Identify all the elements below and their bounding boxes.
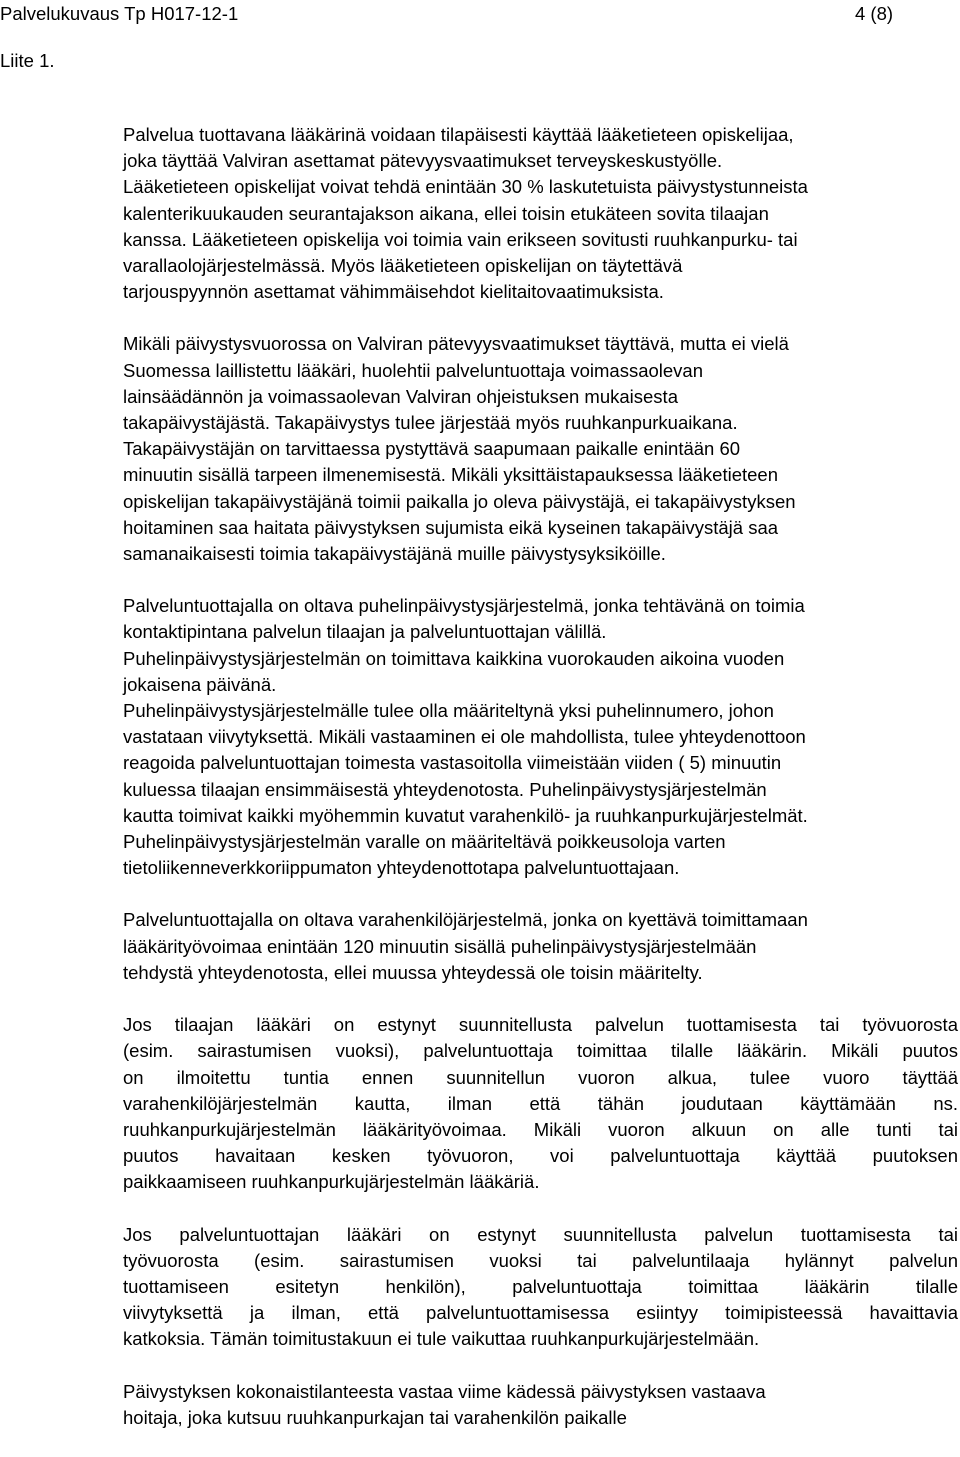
appendix-label: Liite 1. [0,50,55,71]
text-line: Palvelua tuottavana lääkärinä voidaan tilapäisesti käyttää lääketieteen opiskelijaa, [123,124,794,145]
text-line: tietoliikenneverkkoriippumaton yhteydenottotapa palveluntuottajaan. [123,857,680,879]
text-line: jokaisena päivänä. [123,673,277,695]
text-line: tuottamiseen esitetyn henkilön), palveluntuottaja toimittaa lääkärin tilalle [123,1275,958,1297]
text-line: Jos tilaajan lääkäri on estynyt suunnitellusta palvelun tuottamisesta tai työvuorosta [123,1014,958,1036]
text-line: Suomessa laillistettu lääkäri, huolehtii palveluntuottaja voimassaolevan [123,359,703,381]
text-line: puutos havaitaan kesken työvuoron, voi palveluntuottaja käyttää puutoksen [123,1145,958,1167]
text-line: Mikäli päivystysvuorossa on Valviran pätevyysvaatimukset täyttävä, mutta ei vielä [123,333,789,355]
text-line: viivytyksettä ja ilman, että palveluntuottamisessa esiintyy toimipisteessä havaittavia [123,1302,958,1324]
paragraph [123,593,958,881]
text-line: hoitaminen saa haitata päivystyksen sujumista eikä kyseinen takapäivystäjä saa [123,516,779,538]
text-line: Palveluntuottajalla on oltava varahenkilöjärjestelmä, jonka on kyettävä toimittamaan [123,909,808,931]
text-line: vastataan viivytyksettä. Mikäli vastaaminen ei ole mahdollista, tulee yhteydenottoon [123,726,806,748]
text-line: takapäivystäjästä. Takapäivystys tulee järjestää myös ruuhkanpurkuaikana. [123,412,738,434]
text-line: varallaolojärjestelmässä. Myös lääketieteen opiskelijan on täytettävä [123,255,683,277]
paragraph [123,1222,958,1353]
page-number: 4 (8) [855,3,894,24]
text-line: katkoksia. Tämän toimitustakuun ei tule vaikuttaa ruuhkanpurkujärjestelmään. [123,1328,760,1350]
document-title: Palvelukuvaus Tp H017-12-1 [0,3,239,24]
paragraph [123,331,958,567]
paragraph [123,122,958,305]
text-line: Päivystyksen kokonaistilanteesta vastaa viime kädessä päivystyksen vastaava [123,1380,766,1402]
text-line: hoitaja, joka kutsuu ruuhkanpurkajan tai varahenkilön paikalle [123,1406,627,1428]
text-line: lääkärityövoimaa enintään 120 minuutin sisällä puhelinpäivystysjärjestelmään [123,935,757,957]
text-line: lainsäädännön ja voimassaolevan Valviran ohjeistuksen mukaisesta [123,385,678,407]
text-line: tarjouspyynnön asettamat vähimmäisehdot kielitaitovaatimuksista. [123,281,664,303]
text-line: kalenterikuukauden seurantajakson aikana, ellei toisin etukäteen sovita tilaajan [123,202,769,224]
text-line: kanssa. Lääketieteen opiskelija voi toimia vain erikseen sovitusti ruuhkanpurku- tai [123,228,798,250]
text-line: tehdystä yhteydenotosta, ellei muussa yhteydessä ole toisin määritelty. [123,961,703,983]
text-line: ruuhkanpurkujärjestelmän lääkärityövoimaa. Mikäli vuoron alkuun on alle tunti tai [123,1118,958,1140]
text-line: Palveluntuottajalla on oltava puhelinpäivystysjärjestelmä, jonka tehtävänä on toimia [123,595,805,617]
text-line: (esim. sairastumisen vuoksi), palveluntuottaja toimittaa tilalle lääkärin. Mikäli puutos [123,1040,958,1062]
text-line: on ilmoitettu tuntia ennen suunnitellun vuoron alkua, tulee vuoro täyttää [123,1066,958,1088]
text-line: Puhelinpäivystysjärjestelmän varalle on määriteltävä poikkeusoloja varten [123,831,726,853]
document-body [123,122,958,1457]
text-line: kautta toimivat kaikki myöhemmin kuvatut varahenkilö- ja ruuhkanpurkujärjestelmät. [123,804,808,826]
text-line: Takapäivystäjän on tarvittaessa pystyttävä saapumaan paikalle enintään 60 [123,438,741,460]
text-line: minuutin sisällä tarpeen ilmenemisestä. Mikäli yksittäistapauksessa lääketieteen [123,464,779,486]
text-line: varahenkilöjärjestelmän kautta, ilman että tähän joudutaan käyttämään ns. [123,1092,958,1114]
text-line: kuluessa tilaajan ensimmäisestä yhteydenotosta. Puhelinpäivystysjärjestelmän [123,778,767,800]
text-line: Puhelinpäivystysjärjestelmälle tulee olla määriteltynä yksi puhelinnumero, johon [123,700,774,722]
text-line: reagoida palveluntuottajan toimesta vastasoitolla viimeistään viiden ( 5) minuutin [123,752,782,774]
paragraph [123,1379,958,1431]
text-line: opiskelijan takapäivystäjänä toimii paikalla jo oleva päivystäjä, ei takapäivystyksen [123,490,796,512]
text-line: Jos palveluntuottajan lääkäri on estynyt suunnitellusta palvelun tuottamisesta tai [123,1223,958,1245]
text-line: työvuorosta (esim. sairastumisen vuoksi tai palveluntilaaja hylännyt palvelun [123,1249,958,1271]
paragraph [123,1012,958,1195]
text-line: paikkaamiseen ruuhkanpurkujärjestelmän lääkäriä. [123,1171,540,1193]
text-line: Puhelinpäivystysjärjestelmän on toimittava kaikkina vuorokauden aikoina vuoden [123,647,785,669]
paragraph [123,907,958,986]
text-line: Lääketieteen opiskelijat voivat tehdä enintään 30 % laskutetuista päivystystunneista [123,176,808,198]
text-line: samanaikaisesti toimia takapäivystäjänä muille päivystysyksiköille. [123,543,666,565]
text-line: kontaktipintana palvelun tilaajan ja palveluntuottajan välillä. [123,621,607,643]
text-line: joka täyttää Valviran asettamat pätevyysvaatimukset terveyskeskustyölle. [123,150,723,172]
